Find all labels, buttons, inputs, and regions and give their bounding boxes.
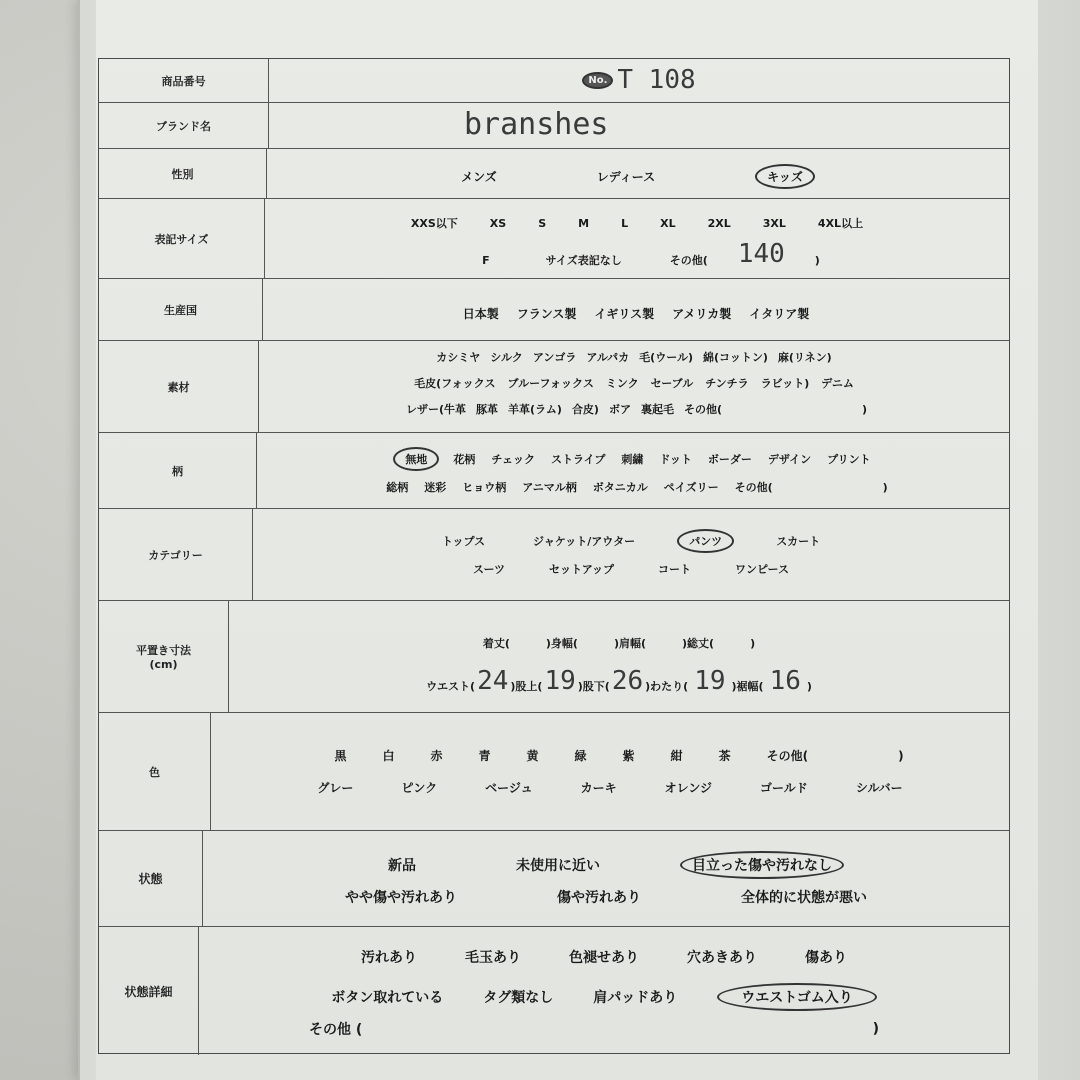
category-jacket: ジャケット/アウター — [533, 535, 636, 548]
pattern-check: チェック — [491, 453, 535, 466]
material-blue-fox: ブルーフォックス — [507, 377, 594, 390]
label-gender: 性別 — [99, 149, 267, 198]
color-black: 黒 — [334, 749, 347, 763]
color-blue: 青 — [478, 749, 491, 763]
product-form — [98, 58, 1010, 1054]
pattern-dot: ドット — [659, 453, 692, 466]
color-khaki: カーキ — [580, 781, 617, 795]
label-color: 色 — [99, 713, 211, 830]
category-suit: スーツ — [473, 563, 506, 576]
size-none: サイズ表記なし — [545, 254, 622, 267]
row-origin — [99, 279, 1009, 341]
material-lamb: 羊革(ラム) — [507, 403, 562, 416]
detail-fading: 色褪せあり — [569, 950, 639, 966]
measure-shoulder: )肩幅( — [613, 637, 647, 650]
category-tops: トップス — [441, 535, 486, 548]
size-4xl: 4XL以上 — [817, 217, 864, 230]
measure-total: )総丈( — [682, 637, 715, 650]
label-measurements-unit: (cm) — [149, 658, 178, 671]
label-condition: 状態 — [99, 831, 203, 926]
row-pattern — [99, 433, 1009, 509]
pattern-leopard: ヒョウ柄 — [462, 481, 507, 494]
label-origin: 生産国 — [99, 279, 263, 340]
size-other-label: その他( — [669, 254, 708, 267]
pattern-floral: 花柄 — [453, 453, 476, 466]
material-wool: 毛(ウール) — [639, 351, 694, 364]
gender-kids-selected: キッズ — [755, 164, 815, 189]
detail-no-tag: タグ類なし — [483, 990, 554, 1006]
pattern-allover: 総柄 — [386, 481, 409, 494]
size-other-close: ) — [814, 253, 820, 267]
color-yellow: 黄 — [526, 749, 539, 763]
color-brown: 茶 — [718, 749, 731, 763]
material-synthetic: 合皮) — [571, 403, 599, 416]
measure-hem-value: 16 — [769, 666, 801, 696]
size-xs: XS — [489, 216, 507, 230]
measure-inseam-label: )股下( — [577, 680, 610, 693]
material-boa: ボア — [608, 403, 631, 416]
condition-poor: 全体的に状態が悪い — [741, 890, 867, 906]
measure-waist-value: 24 — [477, 666, 509, 696]
category-skirt: スカート — [776, 535, 821, 548]
brand-value: branshes — [464, 107, 609, 142]
row-item-number — [99, 59, 1009, 103]
category-setup: セットアップ — [549, 563, 614, 576]
detail-other-close: ) — [872, 1021, 879, 1037]
material-cashmere: カシミヤ — [436, 351, 481, 364]
row-category — [99, 509, 1009, 601]
measure-thigh-label: )わたり( — [645, 680, 689, 693]
material-alpaca: アルパカ — [586, 351, 630, 364]
row-brand — [99, 103, 1009, 149]
origin-japan: 日本製 — [462, 307, 499, 321]
row-condition — [99, 831, 1009, 927]
condition-damage: 傷や汚れあり — [557, 890, 641, 906]
pattern-solid-selected: 無地 — [393, 447, 439, 471]
material-cotton: 綿(コットン) — [703, 351, 768, 364]
size-xxs: XXS以下 — [410, 217, 458, 230]
condition-no-damage-selected: 目立った傷や汚れなし — [680, 851, 844, 879]
origin-italy: イタリア製 — [749, 307, 810, 321]
material-fur-fox: 毛皮(フォックス — [414, 377, 496, 390]
measure-width: )身幅( — [545, 637, 578, 650]
condition-like-new: 未使用に近い — [516, 858, 600, 874]
material-mink: ミンク — [605, 377, 639, 390]
material-sable: セーブル — [650, 377, 694, 390]
material-other-open: その他( — [683, 403, 722, 416]
measure-waist-label: ウエスト( — [426, 680, 476, 693]
measure-inseam-value: 26 — [611, 666, 644, 696]
detail-scratch: 傷あり — [805, 950, 847, 966]
measure-rise-value: 19 — [544, 666, 576, 696]
size-s: S — [538, 216, 547, 230]
color-orange: オレンジ — [664, 781, 713, 795]
pattern-paisley: ペイズリー — [663, 481, 719, 494]
material-pig: 豚革 — [475, 403, 498, 416]
size-l: L — [621, 216, 629, 230]
row-measurements — [99, 601, 1009, 713]
condition-new: 新品 — [388, 858, 416, 874]
label-pattern: 柄 — [99, 433, 257, 508]
size-m: M — [578, 216, 590, 230]
measure-length: 着丈( — [482, 637, 510, 650]
gender-mens: メンズ — [461, 170, 497, 184]
color-green: 緑 — [574, 749, 587, 763]
origin-france: フランス製 — [516, 307, 577, 321]
material-denim: デニム — [821, 377, 854, 390]
color-purple: 紫 — [622, 749, 635, 763]
measure-close: ) — [750, 636, 756, 650]
size-f: F — [482, 253, 490, 267]
measure-hem-close: ) — [806, 679, 812, 693]
material-angora: アンゴラ — [532, 351, 577, 364]
color-gray: グレー — [317, 781, 354, 795]
color-navy: 紺 — [670, 749, 683, 763]
size-xl: XL — [660, 216, 676, 230]
pattern-camo: 迷彩 — [424, 481, 447, 494]
pattern-embroidery: 刺繍 — [621, 453, 644, 466]
color-gold: ゴールド — [760, 781, 808, 795]
gender-ladies: レディース — [596, 170, 656, 184]
pattern-design: デザイン — [767, 453, 812, 466]
label-item-number: 商品番号 — [99, 59, 269, 102]
detail-shoulder-pad: 肩パッドあり — [593, 990, 678, 1006]
detail-elastic-waist-selected: ウエストゴム入り — [717, 983, 876, 1011]
size-2xl: 2XL — [707, 216, 731, 230]
pattern-other-open: その他( — [734, 481, 773, 494]
label-category: カテゴリー — [99, 509, 253, 600]
label-condition-detail: 状態詳細 — [99, 927, 199, 1055]
label-material: 素材 — [99, 341, 259, 432]
category-pants-selected: パンツ — [677, 529, 734, 553]
material-other-close: ) — [862, 402, 868, 416]
detail-pilling: 毛玉あり — [465, 950, 521, 966]
measure-thigh-value: 19 — [694, 666, 726, 696]
category-onepiece: ワンピース — [734, 563, 789, 576]
material-leather-cow: レザー(牛革 — [405, 403, 466, 416]
color-other-open: その他( — [766, 749, 809, 763]
material-silk: シルク — [490, 351, 523, 364]
pattern-print: プリント — [827, 453, 871, 466]
detail-stain: 汚れあり — [361, 950, 417, 966]
material-chinchilla: チンチラ — [705, 377, 749, 390]
color-red: 赤 — [430, 749, 443, 763]
label-measurements-title: 平置き寸法 — [136, 644, 191, 657]
row-condition-detail — [99, 927, 1009, 1055]
material-rabbit: ラビット) — [760, 377, 810, 390]
size-3xl: 3XL — [762, 216, 786, 230]
row-size — [99, 199, 1009, 279]
measure-hem-label: )裾幅( — [731, 680, 764, 693]
label-brand: ブランド名 — [99, 103, 269, 148]
row-material — [99, 341, 1009, 433]
detail-other-open: その他 ( — [309, 1022, 363, 1038]
item-number-value: T 108 — [617, 65, 696, 95]
label-measurements — [99, 601, 229, 712]
label-size: 表記サイズ — [99, 199, 265, 278]
material-linen: 麻(リネン) — [777, 351, 832, 364]
material-brushed: 裏起毛 — [640, 403, 674, 416]
origin-usa: アメリカ製 — [672, 307, 732, 321]
pattern-botanical: ボタニカル — [592, 481, 648, 494]
color-silver: シルバー — [855, 781, 903, 795]
detail-hole: 穴あきあり — [687, 950, 757, 966]
pattern-border: ボーダー — [707, 453, 752, 466]
category-coat: コート — [657, 563, 691, 576]
pattern-stripe: ストライプ — [550, 453, 606, 466]
detail-button-missing: ボタン取れている — [331, 990, 444, 1006]
pattern-animal: アニマル柄 — [522, 481, 577, 494]
origin-uk: イギリス製 — [594, 307, 655, 321]
size-other-value: 140 — [737, 239, 785, 269]
row-color — [99, 713, 1009, 831]
condition-slight-damage: やや傷や汚れあり — [345, 890, 457, 906]
color-other-close: ) — [898, 748, 904, 763]
pattern-other-close: ) — [882, 480, 888, 494]
measure-rise-label: )股上( — [510, 680, 543, 693]
color-pink: ピンク — [401, 781, 438, 795]
color-beige: ベージュ — [485, 781, 533, 795]
color-white: 白 — [382, 749, 395, 763]
item-number-prefix: No. — [582, 72, 613, 89]
row-gender — [99, 149, 1009, 199]
